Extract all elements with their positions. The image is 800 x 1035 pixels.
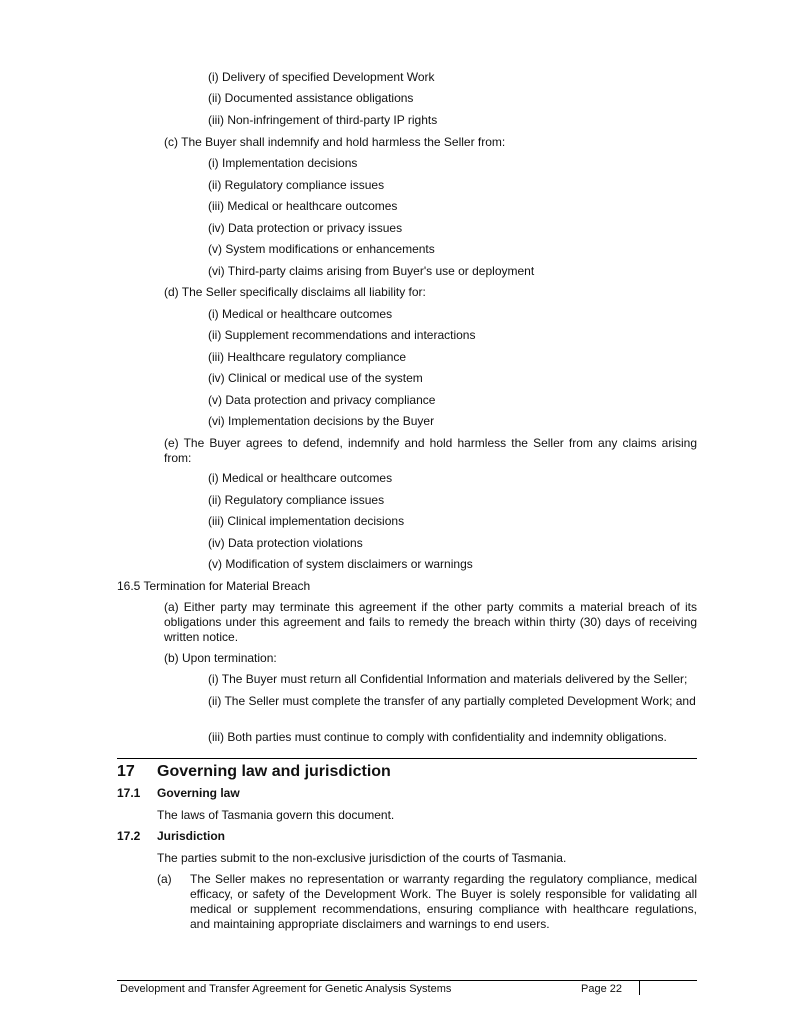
list-item: (iv) Data protection or privacy issues	[208, 221, 403, 235]
section-heading: 16.5 Termination for Material Breach	[117, 579, 311, 593]
list-item: (i) The Buyer must return all Confidential Information and materials delivered by the Seller;	[208, 672, 688, 686]
list-item: (iii) Non-infringement of third-party IP rights	[208, 113, 438, 127]
list-item: (vi) Third-party claims arising from Buyer's use or deployment	[208, 264, 535, 278]
footer-rule	[117, 980, 697, 981]
clause-heading: (e) The Buyer agrees to defend, indemnify and hold harmless the Seller from any claims arising from:	[164, 436, 697, 465]
subsection-number: 17.1	[117, 786, 141, 800]
list-item: (i) Medical or healthcare outcomes	[208, 307, 393, 321]
clause-heading: (c) The Buyer shall indemnify and hold harmless the Seller from:	[164, 135, 506, 149]
list-item: (ii) Documented assistance obligations	[208, 91, 414, 105]
list-item: (iii) Healthcare regulatory compliance	[208, 350, 407, 364]
list-item: (v) System modifications or enhancements	[208, 242, 435, 256]
list-item: (i) Implementation decisions	[208, 156, 358, 170]
heading-rule	[117, 758, 697, 759]
clause-heading: (d) The Seller specifically disclaims all liability for:	[164, 285, 426, 299]
list-item: (i) Medical or healthcare outcomes	[208, 471, 393, 485]
list-item: (ii) Regulatory compliance issues	[208, 493, 385, 507]
section-title: Governing law and jurisdiction	[157, 763, 391, 780]
list-item: (v) Modification of system disclaimers or warnings	[208, 557, 473, 571]
list-item: (vi) Implementation decisions by the Buyer	[208, 414, 435, 428]
list-item: (iii) Clinical implementation decisions	[208, 514, 405, 528]
section-number: 17	[117, 763, 135, 780]
list-item: (ii) Regulatory compliance issues	[208, 178, 385, 192]
clause-label: (a)	[157, 872, 172, 886]
list-item: (iv) Clinical or medical use of the system	[208, 371, 423, 385]
body-paragraph: The laws of Tasmania govern this document.	[157, 808, 395, 822]
clause-paragraph: (a) Either party may terminate this agreement if the other party commits a material breach of its obligations under this agreement and fails to remedy the breach within thirty (30) days of receiving written notice.	[164, 600, 697, 644]
list-item: (ii) The Seller must complete the transfer of any partially completed Development Work; and	[208, 694, 696, 708]
list-item: (v) Data protection and privacy compliance	[208, 393, 436, 407]
footer-divider	[639, 981, 640, 995]
subsection-title: Governing law	[157, 786, 240, 800]
list-item: (iii) Both parties must continue to comply with confidentiality and indemnity obligations.	[208, 730, 667, 744]
page-number: Page 22	[581, 983, 622, 995]
subsection-title: Jurisdiction	[157, 829, 226, 843]
list-item: (iii) Medical or healthcare outcomes	[208, 199, 398, 213]
subsection-number: 17.2	[117, 829, 141, 843]
list-item: (i) Delivery of specified Development Work	[208, 70, 435, 84]
clause-heading: (b) Upon termination:	[164, 651, 277, 665]
footer-title: Development and Transfer Agreement for Genetic Analysis Systems	[120, 983, 452, 995]
body-paragraph: The parties submit to the non-exclusive jurisdiction of the courts of Tasmania.	[157, 851, 567, 865]
list-item: (ii) Supplement recommendations and interactions	[208, 328, 476, 342]
list-item: (iv) Data protection violations	[208, 536, 363, 550]
clause-paragraph: The Seller makes no representation or warranty regarding the regulatory compliance, medical efficacy, or safety of the Development Work. The Buyer is solely responsible for validating all medical or supplement recommendations, ensuring compliance with healthcare regulations, and maintaining appropriate disclaimers and warnings to end users.	[190, 872, 697, 931]
